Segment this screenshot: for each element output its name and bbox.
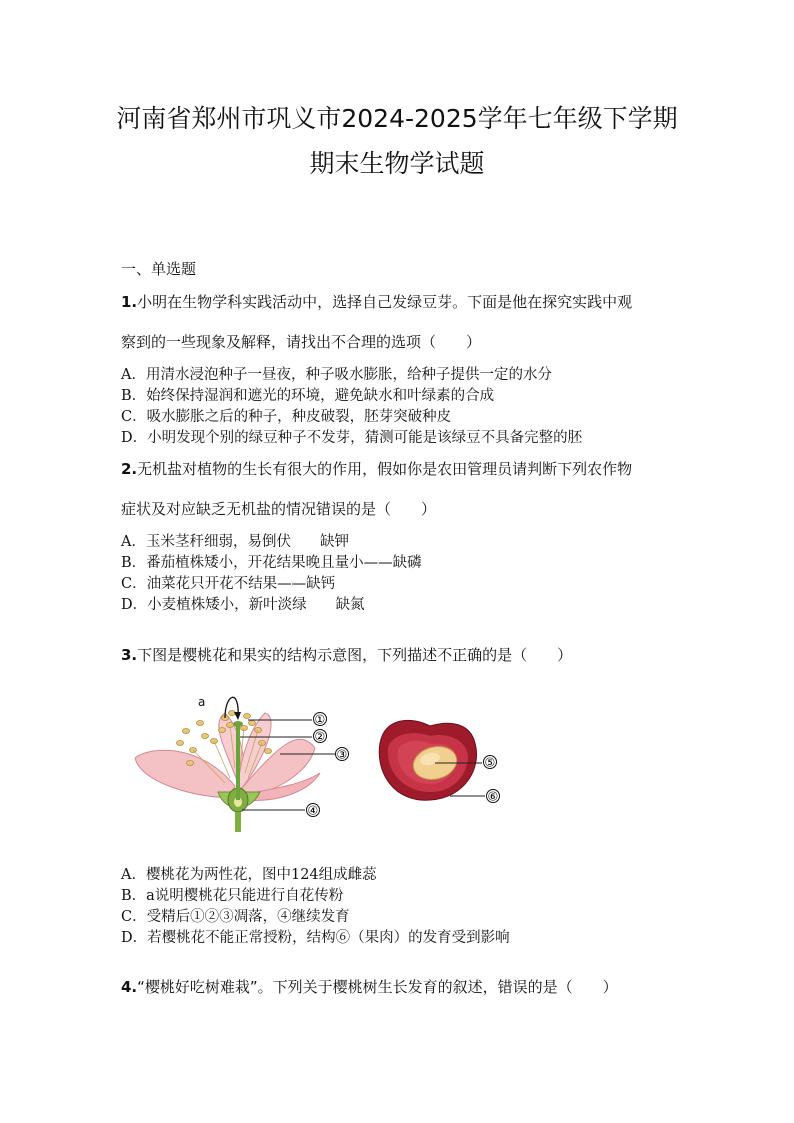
question-3-option-a: A．樱桃花为两性花，图中124组成雌蕊 — [121, 867, 377, 883]
question-1-line1 — [121, 291, 632, 312]
question-1-line2: 察到的一些现象及解释，请找出不合理的选项（ ） — [121, 333, 482, 351]
question-3-number: 3. — [121, 646, 138, 664]
question-2-line2: 症状及对应缺乏无机盐的情况错误的是（ ） — [121, 500, 437, 518]
question-2-option-a: A．玉米茎秆细弱，易倒伏 缺钾 — [121, 534, 349, 550]
question-3-option-c: C．受精后①②③凋落，④继续发育 — [121, 909, 350, 925]
question-3-option-b: B．a说明樱桃花只能进行自花传粉 — [121, 888, 344, 904]
question-2-text: 无机盐对植物的生长有很大的作用，假如你是农田管理员请判断下列农作物 — [137, 460, 633, 478]
question-2-line1 — [121, 458, 632, 479]
cherry-flower-diagram — [135, 695, 349, 832]
question-4-text: “樱桃好吃树难栽”。下列关于樱桃树生长发育的叙述，错误的是（ ） — [137, 978, 618, 996]
question-2-option-b: B．番茄植株矮小，开花结果晚且量小——缺磷 — [121, 555, 422, 571]
figure-label-2: ② — [314, 729, 326, 744]
question-1-option-b: B．始终保持湿润和遮光的环境，避免缺水和叶绿素的合成 — [121, 388, 495, 404]
cherry-fruit-diagram — [379, 720, 499, 803]
question-4-line1 — [121, 976, 618, 997]
question-3-text: 下图是樱桃花和果实的结构示意图，下列描述不正确的是（ ） — [137, 646, 573, 664]
cherry-figure-svg — [130, 688, 530, 838]
question-4-number: 4. — [121, 978, 138, 996]
question-1-option-a: A．用清水浸泡种子一昼夜，种子吸水膨胀，给种子提供一定的水分 — [121, 367, 552, 383]
figure-label-6: ⑥ — [487, 789, 499, 804]
figure-label-1: ① — [314, 712, 326, 727]
question-2-option-c: C．油菜花只开花不结果——缺钙 — [121, 576, 336, 592]
page-title-line1: 河南省郑州市巩义市2024-2025学年七年级下学期 — [116, 104, 678, 133]
question-1-number: 1. — [121, 293, 138, 311]
figure-label-3: ③ — [336, 747, 348, 762]
question-1-text: 小明在生物学科实践活动中，选择自己发绿豆芽。下面是他在探究实践中观 — [137, 293, 633, 311]
question-1-option-c: C．吸水膨胀之后的种子，种皮破裂，胚芽突破种皮 — [121, 409, 452, 425]
cherry-structure-figure — [130, 688, 530, 838]
question-3-line1 — [121, 644, 572, 665]
figure-label-a: a — [198, 695, 206, 709]
page-title-line2: 期末生物学试题 — [309, 149, 485, 178]
question-1-option-d: D．小明发现个别的绿豆种子不发芽，猜测可能是该绿豆不具备完整的胚 — [121, 430, 583, 446]
figure-label-5: ⑤ — [484, 755, 496, 770]
figure-label-4: ④ — [307, 803, 319, 818]
question-3-option-d: D．若樱桃花不能正常授粉，结构⑥（果肉）的发育受到影响 — [121, 930, 510, 946]
question-2-option-d: D．小麦植株矮小，新叶淡绿 缺氮 — [121, 597, 365, 613]
question-2-number: 2. — [121, 460, 138, 478]
section-heading: 一、单选题 — [121, 260, 197, 278]
